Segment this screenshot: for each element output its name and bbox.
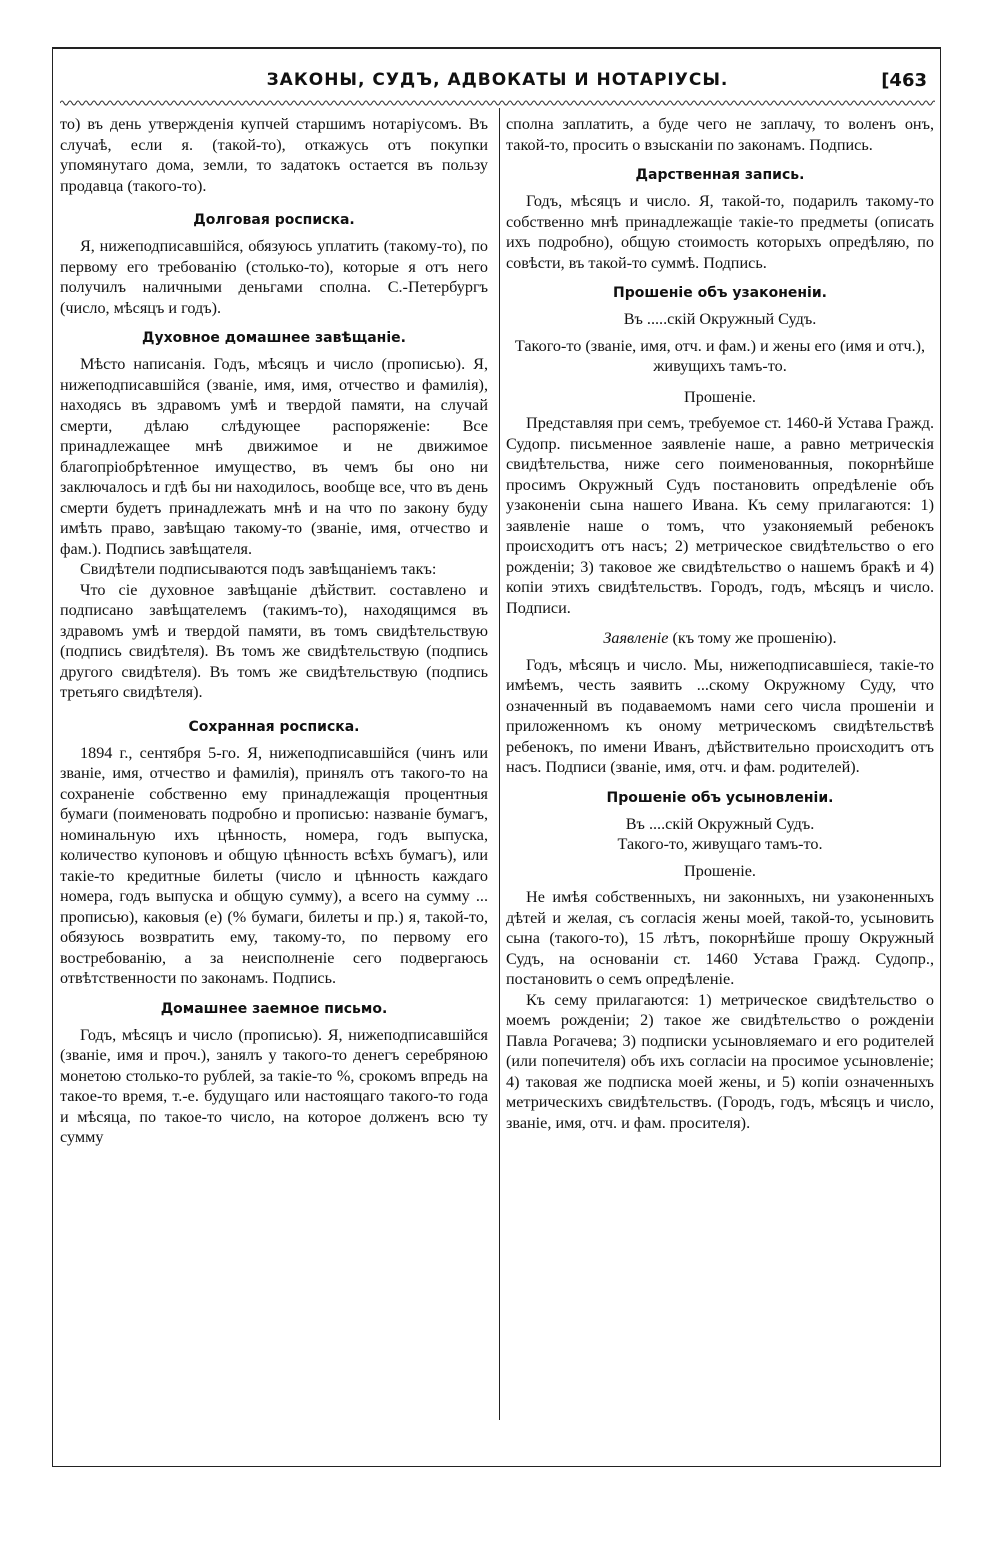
court-address-1: Въ .....скій Окружный Судъ.	[623, 310, 817, 328]
dolgovaya-text: Я, нижеподписавшійся, обязуюсь уплатить (такому-то), по первому его требованію (столько-то), которые я отъ него получилъ наличными деньгами сполна. С.-Петербургъ (число, мѣсяцъ и годъ).	[60, 237, 488, 317]
zayavlenie-text: Годъ, мѣсяцъ и число. Мы, нижеподписавшіеся, такіе-то имѣемъ, честь заявить ...скому Окружному Суду, что означенный въ подаваемомъ нами сего числа прошеніи и приложенномъ къ оному метрическомъ свидѣтельствѣ ребенокъ, по имени Иванъ, дѣйствительно происходитъ отъ насъ. Подписи (званіе, имя, отч. и фам. родителей).	[506, 655, 934, 776]
running-head	[60, 70, 935, 100]
zaveshchanie-witnesses: Свидѣтели подписываются подъ завѣщаніемъ такъ:	[80, 560, 437, 578]
intro-paragraph: то) въ день утвержденія купчей старшимъ нотаріусомъ. Въ случаѣ, если я. (такой-то), откажусь отъ покупки упомянутаго дома, земли, то задатокъ остается въ пользу продавца (такого-то).	[60, 115, 488, 195]
darstvennaya-text: Годъ, мѣсяцъ и число. Я, такой-то, подарилъ такому-то собственно мнѣ принадлежащіе такіе-то предметы (описать ихъ подробно), общую стоимость которыхъ опредѣляю, по совѣсти, въ такой-то суммѣ. Подпись.	[506, 192, 934, 272]
usynovlenie-text-2: Къ сему прилагаются: 1) метрическое свидѣтельство о моемъ рожденіи; 2) такое же свидѣтельство о рожденіи Павла Рогачева; 3) подписки усыновляемаго и его родителей (или попечителя) объ ихъ согласіи на просимое усыновленіе; 4) таковая же подписка моей жены, и 5) копіи означенныхъ метрическихъ свидѣтельствъ. (Городъ, годъ, мѣсяцъ и число, званіе, имя, отч. и фам. просителя).	[506, 990, 934, 1132]
left-column	[60, 114, 488, 1148]
continuation-paragraph: сполна заплатить, а буде чего не заплачу, то воленъ онъ, такой-то, просить о взысканіи по законамъ. Подпись.	[506, 115, 934, 154]
heading-darstvennaya: Дарственная запись.	[635, 167, 805, 183]
zaveshchanie-signatures: Что сіе духовное завѣщаніе дѣйствит. составлено и подписано завѣщателемъ (такимъ-то), находящимся въ здравомъ умѣ и твердой памяти, въ томъ свидѣтельствую (подпись свидѣтеля). Въ томъ же свидѣтельствую (подпись другого свидѣтеля). Въ томъ же свидѣтельствую (подпись третьяго свидѣтеля).	[60, 580, 488, 701]
proshenie-label-1: Прошеніе.	[684, 387, 756, 406]
heading-zaveshchanie: Духовное домашнее завѣщаніе.	[142, 330, 406, 346]
column-divider	[499, 108, 500, 1420]
heading-dolgovaya: Долговая росписка.	[193, 212, 355, 228]
zayavlenie-rest: (къ тому же прошенію).	[668, 629, 837, 647]
heading-usynovlenie: Прошеніе объ усыновленіи.	[606, 789, 834, 806]
wavy-rule	[60, 98, 935, 108]
page-number: [463	[881, 70, 927, 91]
zayavlenie-line	[506, 628, 934, 649]
heading-sokhrannaya: Сохранная росписка.	[188, 718, 360, 735]
petitioner-2: Такого-то, живущаго тамъ-то.	[617, 835, 823, 853]
zaveshchanie-text: Мѣсто написанія. Годъ, мѣсяцъ и число (прописью). Я, нижеподписавшійся (званіе, имя, имя, отчество и фамилія), находясь въ здравомъ умѣ и твердой памяти, на случай смерти, дѣлаю слѣдующее распоряженіе: Все принадлежащее мнѣ движимое и не движимое благопріобрѣтенное имущество, въ чемъ бы оно ни заключалось и гдѣ бы ни находилось, вообще все, что въ день смерти будетъ принадлежать мнѣ и на что по закону буду имѣть право, завѣщаю такому-то (званіе, имя, отчество и фам.). Подпись завѣщателя.	[60, 355, 488, 558]
heading-zaemnoe: Домашнее заемное письмо.	[160, 1000, 388, 1017]
uzakonenie-text: Представляя при семъ, требуемое ст. 1460-й Устава Гражд. Судопр. письменное заявленіе наше, а равно метрическія свидѣтельства, ниже сего поименованныя, покорнѣйше просимъ Окружный Судъ постановить опредѣленіе объ узаконеніи сына нашего Ивана. Къ сему прилагаются: 1) заявленіе наше о томъ, что узаконяемый ребенокъ происходитъ отъ насъ; 2) метрическое свидѣтельство о его рожденіи; 3) таковое же свидѣтельство о нашемъ бракѣ и 4) копіи этихъ свидѣтельствъ. Городъ, годъ, мѣсяцъ и число. Подписи.	[506, 414, 934, 617]
zaemnoe-text: Годъ, мѣсяцъ и число (прописью). Я, нижеподписавшійся (званіе, имя и проч.), занялъ у такого-то денегъ серебряною монетою столько-то рублей, за такіе-то %, срокомъ впредь на такое-то время, т.-е. будущаго или настоящаго такого-то года и мѣсяца, по такое-то число, на которое долженъ всю ту сумму	[60, 1025, 488, 1146]
running-title: ЗАКОНЫ, СУДЪ, АДВОКАТЫ И НОТАРІУСЫ.	[266, 70, 729, 90]
petitioners-1: Такого-то (званіе, имя, отч. и фам.) и жены его (имя и отч.), живущихъ тамъ-то.	[514, 336, 926, 375]
usynovlenie-text-1: Не имѣя собственныхъ, ни законныхъ, ни узаконенныхъ дѣтей и желая, съ согласія жены моей, такой-то, усыновить сына (такого-то), 15 лѣтъ, покорнѣйше прошу Окружный Судъ, на основаніи ст. 1460 Устава Гражд. Судопр., постановить о семъ опредѣленіе.	[506, 888, 934, 988]
right-column	[506, 114, 934, 1133]
zayavlenie-word: Заявленіе	[603, 629, 669, 647]
court-address-2: Въ ....скій Окружный Судъ.	[625, 814, 815, 833]
heading-uzakonenie: Прошеніе объ узаконеніи.	[613, 285, 827, 301]
sokhrannaya-text: 1894 г., сентября 5-го. Я, нижеподписавшійся (чинъ или званіе, имя, отчество и фамилія), принялъ отъ такого-то на сохраненіе собственно ему принадлежащія процентныя бумаги (поименовать подробно и прописью: названіе бумагъ, номинальную ихъ цѣнность, номера, годъ выпуска, количество купоновъ и общую цѣнность всѣхъ бумагъ), или такіе-то кредитные билеты (число и цѣнность каждаго номера, годъ выпуска и общую сумму), а всего на сумму ... прописью), каковыя (е) (% бумаги, билеты и пр.) я, такой-то, обязуюсь возвратить ему, такому-то, по первому его востребованію, а за неисполненіе сего подвергаюсь отвѣтственности по законамъ. Подпись.	[60, 743, 488, 987]
proshenie-label-2: Прошеніе.	[684, 861, 756, 880]
